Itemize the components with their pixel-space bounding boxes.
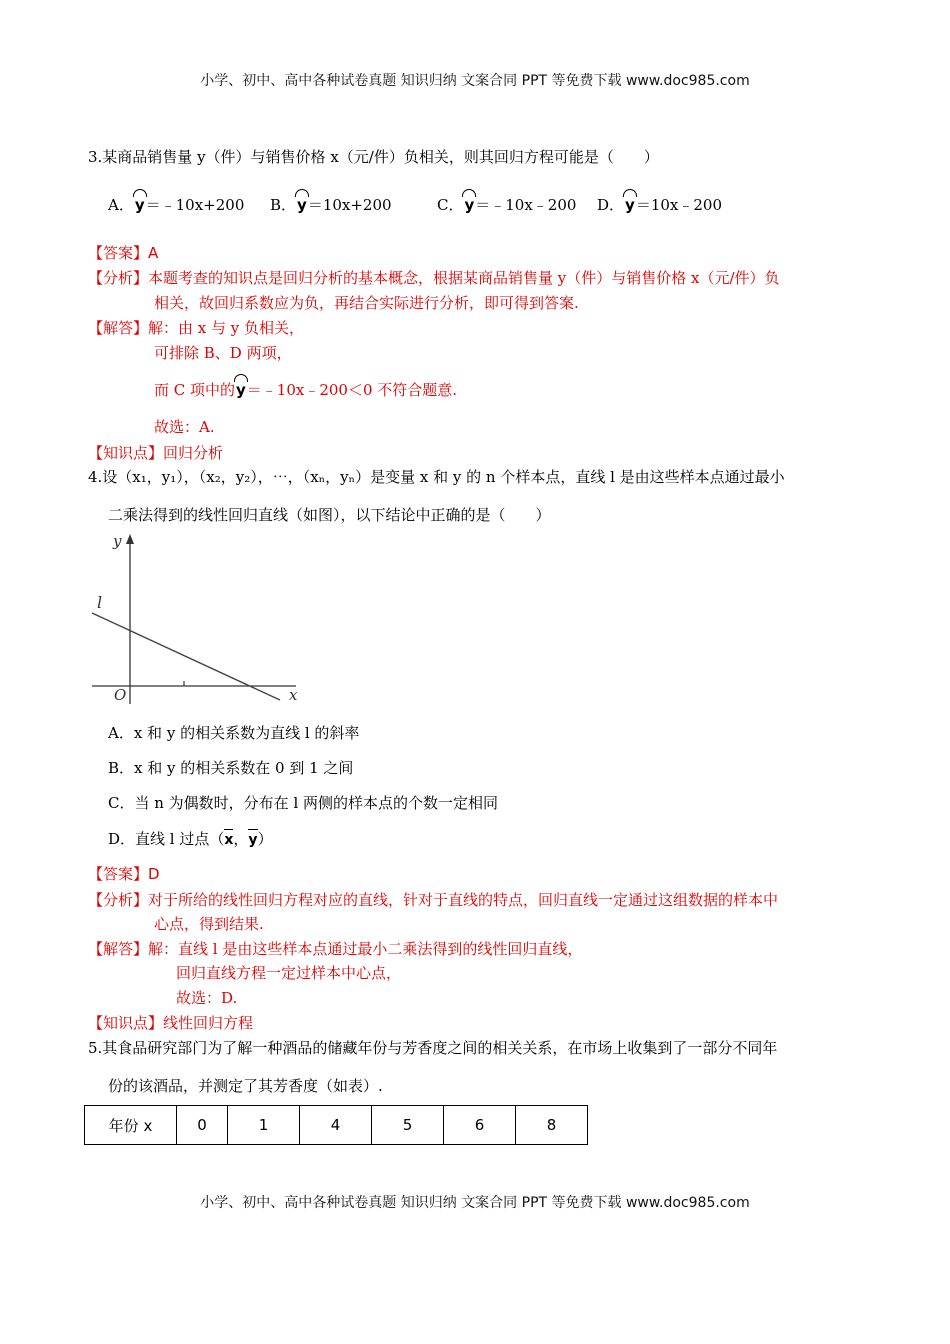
q3-option-b	[270, 194, 392, 215]
q3-stem: 3.某商品销售量 y（件）与销售价格 x（元/件）负相关，则其回归方程可能是（ ）	[88, 148, 659, 166]
q3-knowledge	[88, 442, 223, 463]
table-header-cell: 年份 x	[85, 1106, 177, 1145]
x-bar-symbol: x	[224, 832, 234, 848]
q3-option-b-text: ＝10x+200	[307, 196, 392, 214]
table-cell: 4	[300, 1106, 372, 1145]
table-cell: 5	[372, 1106, 444, 1145]
q3-analysis-line-2: 相关，故回归系数应为负，再结合实际进行分析，即可得到答案.	[154, 294, 579, 312]
table-cell: 1	[228, 1106, 300, 1145]
answer-value: A	[148, 244, 159, 262]
table-cell: 8	[516, 1106, 588, 1145]
q4-analysis-line-2: 心点，得到结果.	[154, 915, 264, 933]
q4-solution-line-3: 故选：D.	[176, 989, 238, 1007]
solution-tag: 【解答】	[88, 940, 149, 958]
y-axis-label: y	[113, 532, 122, 550]
answer-tag: 【答案】	[88, 865, 149, 883]
regression-graph	[84, 528, 314, 708]
q3-solution-line-2: 可排除 B、D 两项，	[154, 344, 292, 362]
q3-option-b-label: B．	[270, 196, 297, 214]
table-cell: 0	[177, 1106, 228, 1145]
q3-option-d-label: D．	[597, 196, 625, 214]
origin-label: O	[114, 686, 127, 704]
knowledge-tag: 【知识点】	[88, 444, 164, 462]
solution-line-3-pre: 而 C 项中的	[154, 381, 236, 399]
line-l-label: l	[97, 593, 103, 612]
q3-option-c-text: ＝﹣10x﹣200	[475, 196, 577, 214]
analysis-line-1: 对于所给的线性回归方程对应的直线，针对于直线的特点，回归直线一定通过这组数据的样本中	[148, 891, 779, 909]
q5-stem-line-2: 份的该酒品，并测定了其芳香度（如表）.	[108, 1077, 383, 1095]
q3-answer	[88, 242, 158, 263]
y-hat-symbol: y	[297, 196, 307, 214]
q3-solution-line-4: 故选：A.	[154, 418, 215, 436]
table-cell: 6	[444, 1106, 516, 1145]
q4-option-c: C．当 n 为偶数时，分布在 l 两侧的样本点的个数一定相同	[108, 794, 499, 812]
q4-solution-line-2: 回归直线方程一定过样本中心点，	[176, 964, 402, 982]
q3-option-d	[597, 194, 722, 215]
q3-solution	[88, 317, 304, 338]
q4-option-d-pre: D．直线 l 过点（	[108, 830, 225, 848]
table-row	[85, 1106, 588, 1145]
q5-stem-line-1: 5.其食品研究部门为了解一种酒品的储藏年份与芳香度之间的相关关系，在市场上收集到了一部分不同年	[88, 1039, 778, 1057]
knowledge-value: 线性回归方程	[163, 1014, 254, 1032]
analysis-tag: 【分析】	[88, 891, 149, 909]
y-hat-symbol: y	[464, 196, 475, 214]
analysis-line-1: 本题考查的知识点是回归分析的基本概念，根据某商品销售量 y（件）与销售价格 x（元/件）负	[148, 269, 780, 287]
q4-knowledge	[88, 1012, 253, 1033]
q4-answer	[88, 863, 160, 884]
solution-tag: 【解答】	[88, 319, 149, 337]
q3-option-a-label: A．	[108, 196, 134, 214]
q3-option-c	[437, 194, 576, 215]
y-axis-arrow	[126, 534, 134, 544]
q3-solution-line-3	[154, 379, 457, 400]
q4-stem-line-2: 二乘法得到的线性回归直线（如图），以下结论中正确的是（ ）	[108, 506, 551, 524]
q3-option-d-text: ＝10x﹣200	[635, 196, 722, 214]
knowledge-tag: 【知识点】	[88, 1014, 164, 1032]
q4-solution	[88, 938, 582, 959]
q4-option-a: A．x 和 y 的相关系数为直线 l 的斜率	[108, 724, 360, 742]
knowledge-value: 回归分析	[163, 444, 224, 462]
y-hat-symbol: y	[236, 381, 246, 399]
q4-option-b: B．x 和 y 的相关系数在 0 到 1 之间	[108, 759, 354, 777]
q4-stem-line-1: 4.设（x₁，y₁），（x₂，y₂），⋯，（xₙ，yₙ）是变量 x 和 y 的 n 个样本点，直线 l 是由这些样本点通过最小	[88, 468, 785, 486]
solution-line-1: 解：直线 l 是由这些样本点通过最小二乘法得到的线性回归直线，	[148, 940, 583, 958]
analysis-tag: 【分析】	[88, 269, 149, 287]
y-bar-symbol: y	[248, 832, 258, 848]
q4-option-d-post: ）	[257, 830, 273, 848]
q4-option-d	[108, 828, 273, 849]
q4-analysis	[88, 889, 778, 910]
page-header: 小学、初中、高中各种试卷真题 知识归纳 文案合同 PPT 等免费下载 www.doc985.com	[200, 73, 750, 89]
answer-value: D	[148, 865, 160, 883]
y-hat-symbol: y	[134, 196, 145, 214]
q3-analysis	[88, 267, 780, 288]
solution-line-1: 解：由 x 与 y 负相关，	[148, 319, 305, 337]
page-footer: 小学、初中、高中各种试卷真题 知识归纳 文案合同 PPT 等免费下载 www.doc985.com	[200, 1195, 750, 1211]
solution-line-3-post: ＝﹣10x﹣200＜0 不符合题意.	[246, 381, 458, 399]
q4-option-d-sep: ，	[233, 830, 249, 848]
y-hat-symbol: y	[625, 196, 635, 214]
q3-option-a-text: ＝﹣10x+200	[145, 196, 245, 214]
x-axis-label: x	[289, 686, 298, 704]
q3-option-c-label: C．	[437, 196, 464, 214]
answer-tag: 【答案】	[88, 244, 149, 262]
q3-option-a	[108, 194, 244, 215]
aging-table	[84, 1105, 588, 1145]
